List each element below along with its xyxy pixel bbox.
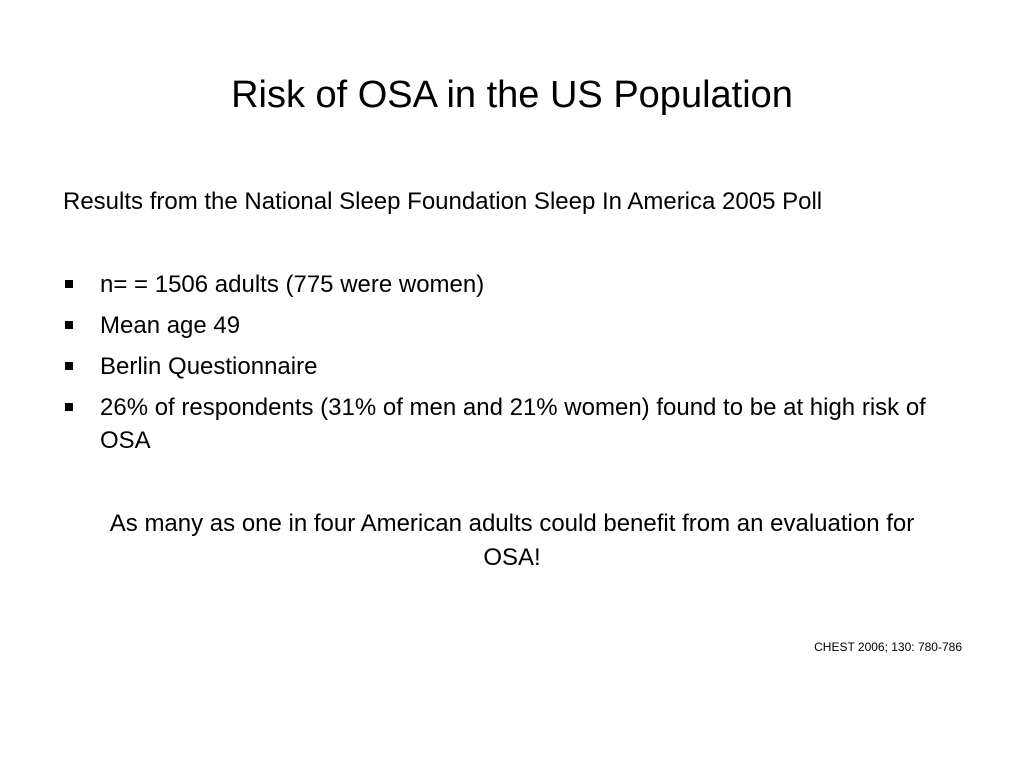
callout-text: As many as one in four American adults could benefit from an evaluation for OSA! [109,510,915,571]
bullet-text: Berlin Questionnaire [100,353,318,380]
bullet-item [63,309,963,342]
citation: CHEST 2006; 130: 780-786 [814,640,962,654]
slide-title: Risk of OSA in the US Population [231,74,793,116]
bullet-item [63,350,963,383]
square-bullet-icon [63,350,100,383]
bullet-text: n= = 1506 adults (775 were women) [100,271,485,298]
square-bullet-icon [63,268,100,301]
bullet-text: 26% of respondents (31% of men and 21% women) found to be at high risk of OSA [100,394,926,454]
square-bullet-icon [63,391,100,457]
square-bullet-icon [63,309,100,342]
slide-subtitle: Results from the National Sleep Foundation Sleep In America 2005 Poll [63,188,823,215]
bullet-list [63,268,963,465]
bullet-item [63,391,963,457]
bullet-item [63,268,963,301]
bullet-text: Mean age 49 [100,312,241,339]
